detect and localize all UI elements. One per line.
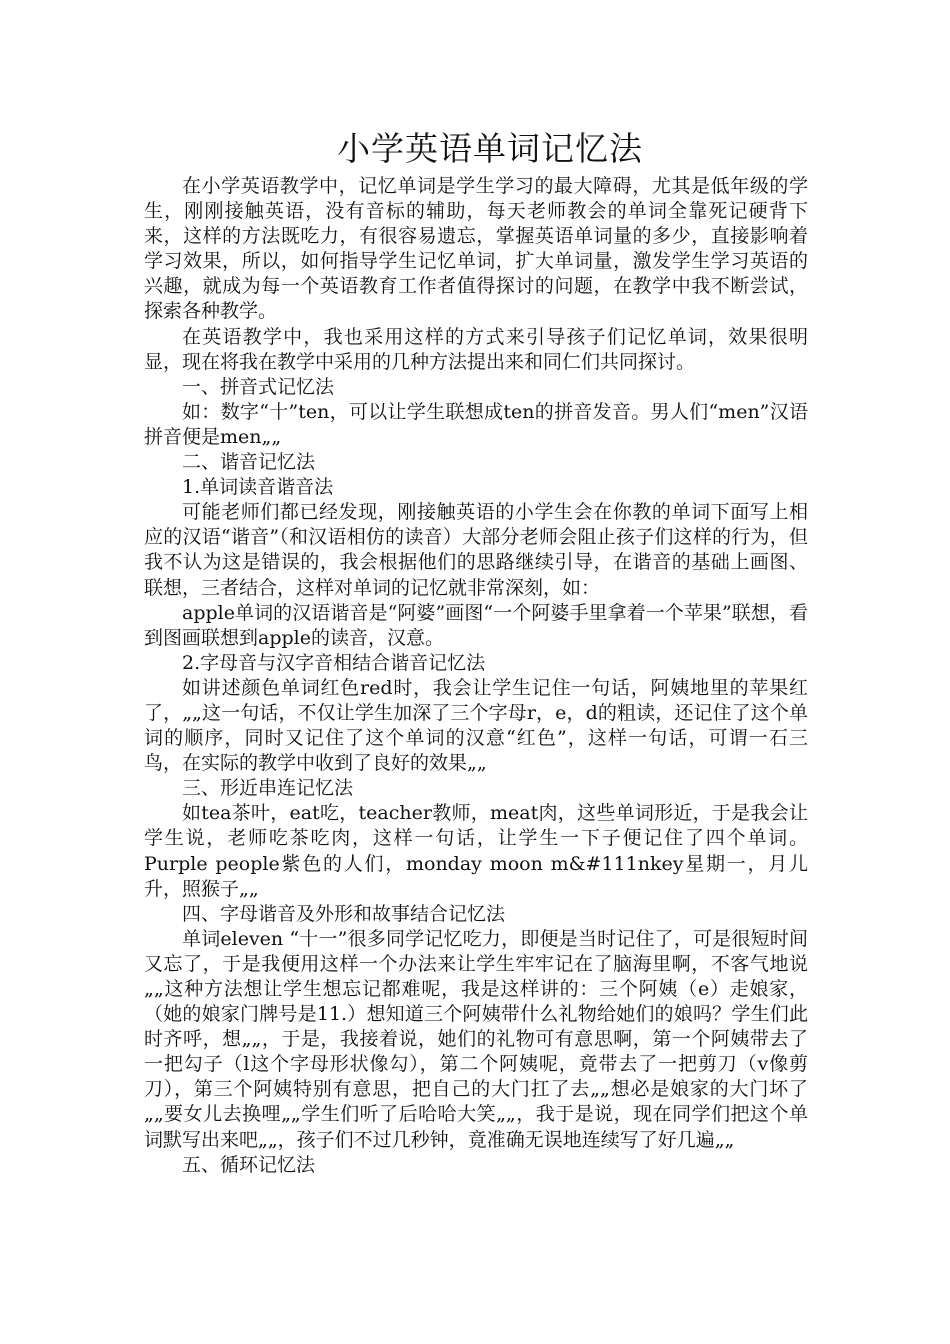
paragraph: 可能老师们都已经发现，刚接触英语的小学生会在你教的单词下面写上相应的汉语“谐音”（和汉语相仿的读音）大部分老师会阻止孩子们这样的行为，但我不认为这是错误的，我会根据他们的思路继续引导，在谐音的基础上画图、联想，三者结合，这样对单词的记忆就非常深刻，如： — [144, 501, 808, 599]
document-body — [144, 174, 808, 1178]
section-heading: 一、拼音式记忆法 — [182, 375, 335, 398]
section-heading: 二、谐音记忆法 — [182, 451, 316, 474]
paragraph: 如讲述颜色单词红色red时，我会让学生记住一句话，阿姨地里的苹果红了，„„这一句话，不仅让学生加深了三个字母r，e，d的粗读，还记住了这个单词的顺序，同时又记住了这个单词的汉意“红色”，这样一句话，可谓一石三鸟，在实际的教学中收到了良好的效果„„ — [144, 676, 808, 775]
section-heading: 四、字母谐音及外形和故事结合记忆法 — [182, 902, 506, 925]
paragraph: 在英语教学中，我也采用这样的方式来引导孩子们记忆单词，效果很明显，现在将我在教学中采用的几种方法提出来和同仁们共同探讨。 — [144, 325, 808, 373]
subsection-heading: 2.字母音与汉字音相结合谐音记忆法 — [182, 651, 486, 674]
section-heading: 五、循环记忆法 — [182, 1153, 316, 1176]
paragraph: 在小学英语教学中，记忆单词是学生学习的最大障碍，尤其是低年级的学生，刚刚接触英语，没有音标的辅助，每天老师教会的单词全靠死记硬背下来，这样的方法既吃力，有很容易遗忘，掌握英语单词量的多少，直接影响着学习效果，所以，如何指导学生记忆单词，扩大单词量，激发学生学习英语的兴趣，就成为每一个英语教育工作者值得探讨的问题，在教学中我不断尝试，探索各种教学。 — [144, 175, 808, 323]
paragraph: apple单词的汉语谐音是“阿婆”画图“一个阿婆手里拿着一个苹果”联想，看到图画联想到apple的读音，汉意。 — [144, 601, 808, 649]
section-heading: 三、形近串连记忆法 — [182, 777, 354, 800]
paragraph: 如：数字“十”ten，可以让学生联想成ten的拼音发音。男人们“men”汉语拼音便是men„„ — [144, 400, 808, 448]
paragraph: 单词eleven “十一”很多同学记忆吃力，即便是当时记住了，可是很短时间又忘了，于是我便用这样一个办法来让学生牢牢记在了脑海里啊，不客气地说„„这种方法想让学生想忘记都难呢，我是这样讲的：三个阿姨（e）走娘家，（她的娘家门牌号是11.）想知道三个阿姨带什么礼物给她们的娘吗？学生们此时齐呼，想„„，于是，我接着说，她们的礼物可有意思啊，第一个阿姨带去了一把勾子（l这个字母形状像勾），第二个阿姨呢，竟带去了一把剪刀（v像剪刀），第三个阿姨特别有意思，把自己的大门扛了去„„想必是娘家的大门坏了„„要女儿去换哩„„学生们听了后哈哈大笑„„，我于是说，现在同学们把这个单词默写出来吧„„，孩子们不过几秒钟，竟准确无误地连续写了好几遍„„ — [144, 927, 808, 1151]
subsection-heading: 1.单词读音谐音法 — [182, 476, 334, 499]
paragraph: 如tea茶叶，eat吃，teacher教师，meat肉，这些单词形近，于是我会让学生说，老师吃茶吃肉，这样一句话，让学生一下子便记住了四个单词。Purple people紫色的人们，monday moon m&#111nkey星期一，月儿升，照猴子„„ — [144, 802, 808, 900]
document-title: 小学英语单词记忆法 — [337, 129, 643, 168]
